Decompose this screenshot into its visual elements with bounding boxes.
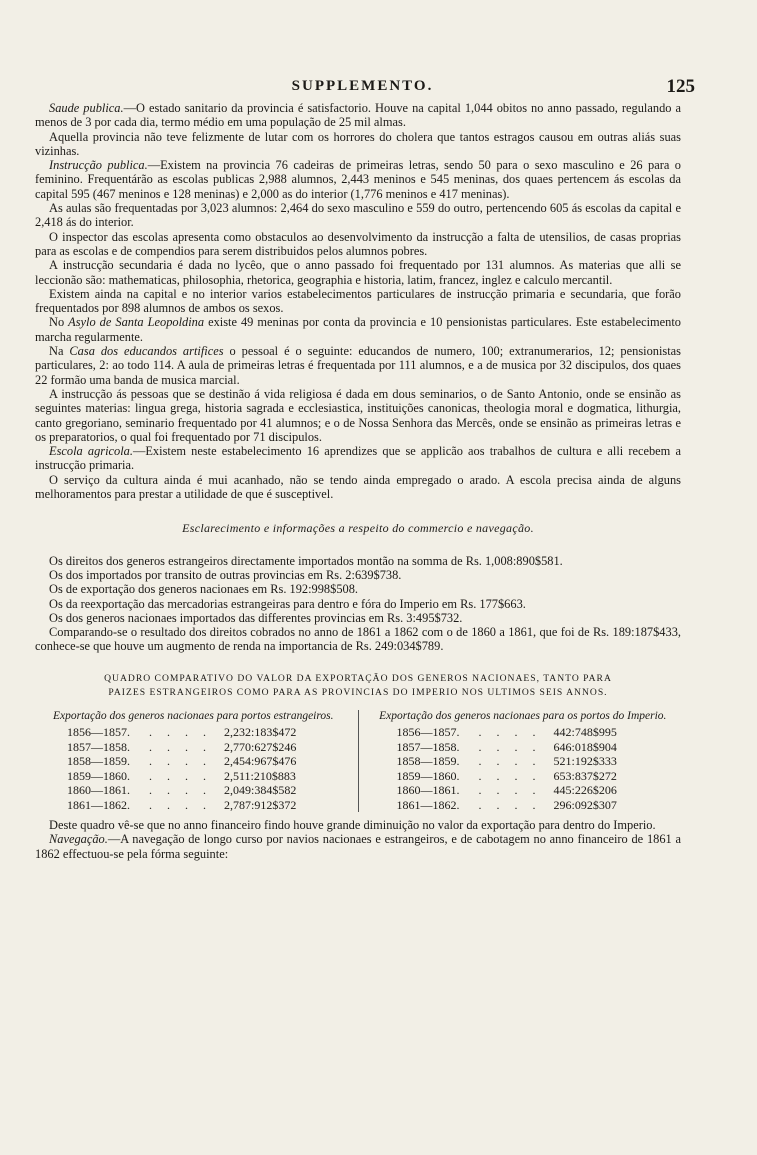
paragraph-lead: Saude publica. [49, 101, 124, 115]
paragraph: Os de exportação dos generos nacionaes em Rs. 192:998$508. [49, 582, 359, 597]
table-title [35, 672, 681, 700]
row-value: 2,511:210$883 [224, 768, 296, 783]
row-value: 646:018$904 [553, 739, 617, 754]
paragraph-text: O inspector das escolas apresenta como obstaculos ao desenvolvimento da instrucção a falta de utensilios, de casas proprias para as escolas e de compendios para serem distribuidos pelos alumnos pobres. [35, 229, 681, 258]
table-row [35, 754, 352, 769]
paragraph [35, 344, 681, 387]
column-header: Exportação dos generos nacionaes para portos estrangeiros. [52, 709, 334, 722]
row-year: 1856—1857. [396, 725, 460, 740]
paragraph-lead: Navegação. [49, 832, 108, 847]
paragraph: Os direitos dos generos estrangeiros directamente importados montão na somma de Rs. 1,008:890$581. [49, 553, 563, 568]
export-comparison-table [35, 710, 681, 813]
paragraph [35, 101, 681, 130]
paragraph [35, 287, 681, 316]
intro-section [35, 101, 681, 501]
document-body [35, 101, 681, 861]
paragraph [35, 444, 681, 473]
table-row [35, 783, 352, 798]
paragraph-text: —Existem neste estabelecimento 16 aprendizes que se applicão aos trabalhos de cultura e alli recebem a instrucção primaria. [35, 444, 681, 473]
paragraph [35, 818, 681, 832]
paragraph-text: As aulas são frequentadas por 3,023 alumnos: 2,464 do sexo masculino e 559 do outro, pertencendo 605 ás escolas da capital e 2,418 ás do interior. [35, 201, 681, 230]
row-year: 1857—1858. [67, 739, 130, 754]
row-year: 1861—1862. [396, 797, 460, 812]
paragraph-text: A instrucção secundaria é dada no lycêo, que o anno passado foi frequentado por 131 alumnos. As materias que alli se leccionão são: mathematicas, philosophia, rhetorica, geographia e historia, latim, francez, inglez e calculo mercantil. [35, 258, 681, 287]
paragraph: Os da reexportação das mercadorias estrangeiras para dentro e fóra do Imperio em Rs. 177$663. [49, 596, 526, 611]
paragraph-prefix: No [49, 315, 69, 330]
paragraph [35, 130, 681, 159]
paragraph: Os dos generos nacionaes importados das differentes provincias em Rs. 3:495$732. [49, 610, 463, 625]
row-leader: . . . . [149, 797, 212, 812]
row-leader: . . . . [149, 754, 212, 769]
row-value: 521:192$333 [553, 754, 617, 769]
row-leader: . . . . [149, 783, 212, 798]
paragraph-text: —A navegação de longo curso por navios nacionaes e estrangeiros, e de cabotagem no anno financeiro de 1861 a 1862 effectuou-se pela fórma seguinte: [35, 832, 681, 861]
row-year: 1859—1860. [396, 768, 460, 783]
paragraph-lead: Instrucção publica. [49, 158, 148, 173]
paragraph [35, 473, 681, 502]
row-leader: . . . . [478, 754, 542, 769]
table-row [365, 783, 682, 798]
row-value: 296:092$307 [553, 797, 617, 812]
table-column-foreign [35, 710, 359, 813]
row-leader: . . . . [478, 739, 542, 754]
paragraph-text: existe 49 meninas por conta da provincia e 10 pensionistas particulares. Este estabelecimento marcha regularmente. [35, 315, 682, 344]
row-year: 1858—1859. [396, 754, 460, 769]
row-value: 2,770:627$246 [224, 739, 297, 754]
table-row [365, 740, 682, 755]
running-header [30, 78, 695, 100]
closing-section [35, 818, 681, 861]
row-year: 1856—1857. [67, 725, 130, 740]
table-title-line: PAIZES ESTRANGEIROS COMO PARA AS PROVINCIAS DO IMPERIO NOS ULTIMOS SEIS ANNOS. [108, 686, 608, 698]
row-leader: . . . . [149, 739, 212, 754]
table-row [35, 740, 352, 755]
row-year: 1859—1860. [67, 768, 130, 783]
table-row [365, 769, 682, 784]
row-leader: . . . . [478, 783, 542, 798]
paragraph-lead: Asylo de Santa Leopoldina [68, 315, 205, 330]
paragraph-text: Existem ainda na capital e no interior varios estabelecimentos particulares de instrucção primaria e secundaria, que forão frequentados por 898 alumnos de ambos os sexos. [35, 286, 681, 316]
row-leader: . . . . [478, 797, 542, 812]
table-column-empire [359, 710, 682, 813]
paragraph-text: —Existem na provincia 76 cadeiras de primeiras letras, sendo 50 para o sexo masculino e 26 para o feminino. Frequentárão as escolas publicas 2,988 alumnos, 2,443 meninos e 545 meninas, dos quaes pertencem ás escolas da capital 595 (467 meninos e 128 meninas) e 2,000 as do interior (1,776 meninos e 417 meninas). [35, 158, 681, 201]
table-row [365, 725, 682, 740]
row-value: 2,049:384$582 [224, 783, 297, 798]
row-leader: . . . . [149, 725, 212, 740]
paragraph: Os dos importados por transito de outras provincias em Rs. 2:639$738. [49, 567, 402, 582]
paragraph-text: —O estado sanitario da provincia é satisfactorio. Houve na capital 1,044 obitos no anno passado, regulando a menos de 3 por cada dia, termo médio em uma população de 25 mil almas. [35, 101, 681, 130]
paragraph-text: Deste quadro vê-se que no anno financeiro findo houve grande diminuição no valor da exportação para dentro do Imperio. [49, 818, 656, 833]
table-row [365, 754, 682, 769]
paragraph-text: o pessoal é o seguinte: educandos de numero, 100; extranumerarios, 12; pensionistas particulares, 2: ao todo 114. A aula de primeiras letras é frequentada por 111 alumnos, e a de musica por 32 discipulos, dos quaes 22 formão uma banda de musica marcial. [35, 344, 682, 387]
table-row [35, 798, 352, 813]
row-value: 2,232:183$472 [224, 725, 297, 740]
commerce-section [35, 554, 681, 654]
paragraph [35, 201, 681, 230]
row-value: 653:837$272 [553, 768, 617, 783]
table-row [365, 798, 682, 813]
row-year: 1860—1861. [67, 783, 130, 798]
paragraph [35, 258, 681, 287]
table-title-line: QUADRO COMPARATIVO DO VALOR DA EXPORTAÇÃO DOS GENEROS NACIONAES, TANTO PARA [104, 672, 612, 684]
paragraph-text: A instrucção ás pessoas que se destinão á vida religiosa é dada em dous seminarios, o de Santo Antonio, onde se ensinão as seguintes materias: lingua grega, historia sagrada e ecclesiastica, instituições canonicas, theologia moral e dogmatica, lithurgia, canto gregoriano, seminario frequentado por 41 alumnos; e o de Nossa Senhora das Mercês, onde se ensinão as primeiras letras e os preparatorios, o qual foi frequentado por 71 discipulos. [35, 386, 681, 444]
row-value: 442:748$995 [553, 725, 617, 740]
row-year: 1857—1858. [396, 739, 460, 754]
table-row [35, 769, 352, 784]
row-value: 2,454:967$476 [224, 754, 297, 769]
paragraph-lead: Casa dos educandos artifices [69, 344, 224, 359]
paragraph-text: O serviço da cultura ainda é mui acanhado, não se tendo ainda empregado o arado. A escola precisa ainda de alguns melhoramentos para prestar a utilidade de que é susceptivel. [35, 472, 681, 502]
row-year: 1861—1862. [67, 797, 130, 812]
row-leader: . . . . [478, 725, 542, 740]
paragraph-lead: Escola agricola. [49, 444, 133, 459]
row-leader: . . . . [149, 768, 212, 783]
row-value: 2,787:912$372 [224, 797, 297, 812]
paragraph [35, 387, 681, 444]
row-year: 1860—1861. [396, 783, 460, 798]
page-number: 125 [666, 76, 695, 97]
row-leader: . . . . [478, 768, 542, 783]
paragraph [35, 315, 681, 344]
page-title: SUPPLEMENTO. [291, 78, 434, 94]
row-value: 445:226$206 [553, 783, 617, 798]
row-year: 1858—1859. [67, 754, 130, 769]
paragraph-prefix: Na [49, 344, 70, 359]
table-row [35, 725, 352, 740]
paragraph [35, 832, 681, 861]
paragraph: Comparando-se o resultado dos direitos cobrados no anno de 1861 a 1862 com o de 1860 a 1861, que foi de Rs. 189:187$433, conhece-se que houve um augmento de renda na importancia de Rs. 249:034$789. [35, 625, 681, 654]
paragraph-text: Aquella provincia não teve felizmente de lutar com os horrores do cholera que tantos estragos causou em outras aliás suas vizinhas. [35, 129, 681, 158]
paragraph [35, 230, 681, 259]
column-header: Exportação dos generos nacionaes para os portos do Imperio. [379, 709, 667, 722]
section-heading: Esclarecimento e informações a respeito do commercio e navegação. [182, 521, 534, 536]
paragraph [35, 158, 681, 201]
